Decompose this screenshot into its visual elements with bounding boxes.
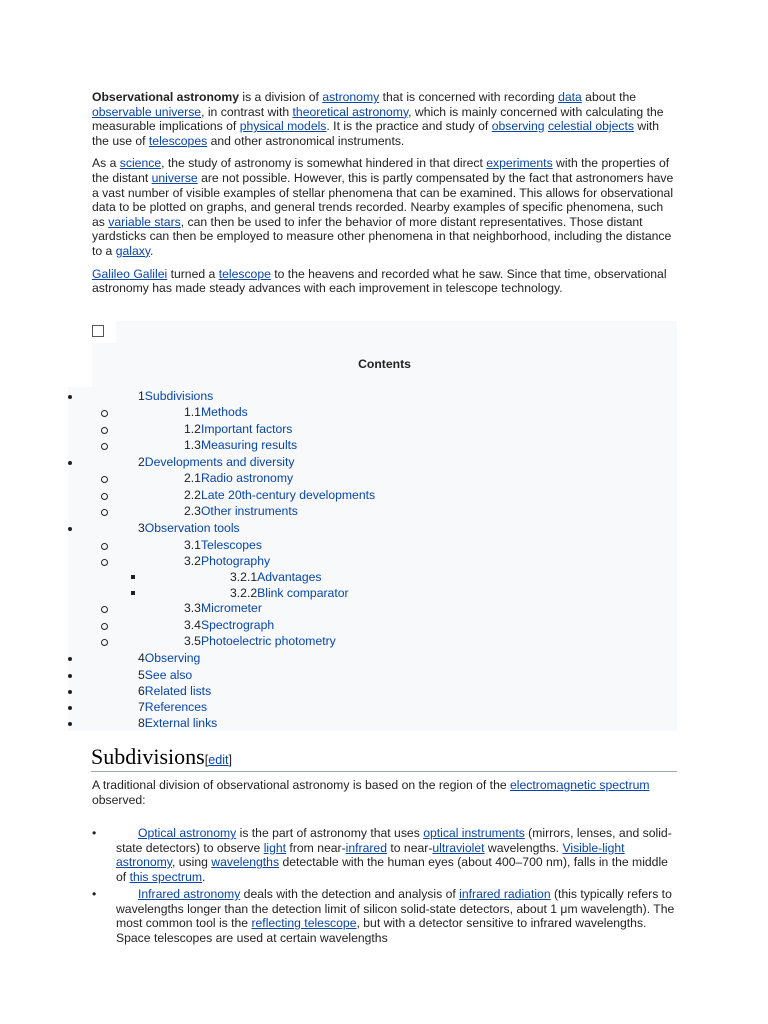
- link-theoretical-astronomy[interactable]: theoretical astronomy: [292, 104, 409, 119]
- toc-item-number: 3.2.2: [230, 586, 258, 600]
- section-lead: [92, 778, 678, 807]
- text: turned a: [167, 266, 219, 281]
- intro-paragraph-3: [92, 267, 678, 296]
- toc-item[interactable]: [138, 700, 207, 714]
- link-universe[interactable]: universe: [151, 170, 198, 185]
- toc-item[interactable]: [230, 586, 349, 600]
- toc-item-number: 1.1: [184, 405, 201, 419]
- toc-bullet-circle: [101, 639, 108, 646]
- toc-item-label[interactable]: Subdivisions: [144, 389, 214, 403]
- toc-item[interactable]: [184, 405, 248, 419]
- text: to the heavens and recorded what he saw. Since that time, observational astronomy has made steady advances with each improvement in telescope technology.: [92, 266, 667, 296]
- toc-item-label[interactable]: Spectrograph: [200, 618, 275, 632]
- text: . It is the practice and study of: [326, 119, 492, 134]
- link-science[interactable]: science: [119, 156, 162, 171]
- link-ultraviolet[interactable]: ultraviolet: [432, 840, 485, 855]
- toc-item-label[interactable]: Late 20th-century developments: [200, 488, 376, 502]
- toc-item[interactable]: [184, 488, 375, 502]
- toc-bullet-circle: [101, 427, 108, 434]
- list-item-infrared-astronomy: [92, 887, 678, 945]
- toc-item[interactable]: [184, 554, 270, 568]
- toc-bullet-disc: [68, 706, 72, 710]
- toc-bullet-disc: [68, 395, 72, 399]
- edit-section: [205, 753, 232, 767]
- toc-item-label[interactable]: Developments and diversity: [144, 455, 295, 469]
- text: , the study of astronomy is somewhat hindered in that direct: [161, 156, 487, 171]
- toc-item[interactable]: [138, 455, 295, 469]
- text: are not possible. However, this is partly compensated by the fact that astronomers have a vast number of visible examples of stellar phenomena that can be examined. This allows for observational data to be plotted on graphs, and general trends recorded. Nearby examples of specific phenomena, such as: [92, 170, 674, 229]
- link-this-spectrum[interactable]: this spectrum: [129, 869, 203, 884]
- toc-bullet-circle: [101, 493, 108, 500]
- toc-item-number: 3.1: [184, 538, 201, 552]
- toc-item-label[interactable]: See also: [144, 668, 193, 682]
- toc-item-label[interactable]: Micrometer: [200, 601, 262, 615]
- bullet: •: [92, 887, 97, 901]
- toc-item[interactable]: [138, 668, 192, 682]
- link-celestial-objects[interactable]: celestial objects: [547, 119, 634, 134]
- toc-bullet-disc: [68, 657, 72, 661]
- toc-item[interactable]: [184, 504, 298, 518]
- toc-bullet-circle: [101, 606, 108, 613]
- link-electromagnetic-spectrum[interactable]: electromagnetic spectrum: [510, 778, 650, 792]
- link-visible-light-astronomy[interactable]: Visible-light astronomy: [116, 840, 625, 870]
- toc-item-label[interactable]: Important factors: [200, 422, 293, 436]
- edit-bracket-open: [: [204, 753, 209, 767]
- toc-item-label[interactable]: Measuring results: [200, 438, 298, 452]
- heading-rule: [91, 771, 677, 772]
- toc-bullet-disc: [68, 674, 72, 678]
- toc-item-label[interactable]: Radio astronomy: [200, 471, 294, 485]
- toc-item[interactable]: [184, 634, 336, 648]
- link-infrared-radiation[interactable]: infrared radiation: [459, 887, 551, 901]
- intro-paragraph-2: [92, 156, 678, 258]
- intro-paragraph-1: [92, 90, 678, 148]
- link-telescope[interactable]: telescope: [218, 266, 271, 281]
- text: from near-: [286, 840, 346, 855]
- toc-box-left: [68, 387, 92, 731]
- toc-item[interactable]: [138, 651, 200, 665]
- toc-bullet-disc: [68, 527, 72, 531]
- toc-title: Contents: [358, 357, 411, 371]
- toc-bullet-circle: [101, 509, 108, 516]
- link-data[interactable]: data: [558, 90, 582, 104]
- text: detectable with the human eyes (about 400–700 nm), falls in the middle of: [116, 855, 668, 884]
- toc-item-label[interactable]: Observation tools: [144, 521, 240, 535]
- toc-bullet-circle: [101, 410, 108, 417]
- toc-bullet-circle: [101, 476, 108, 483]
- toc-item-number: 4: [138, 651, 145, 665]
- text: to near-: [386, 840, 433, 855]
- toc-item-label[interactable]: Other instruments: [200, 504, 298, 518]
- toc-item-label[interactable]: Photoelectric photometry: [200, 634, 336, 648]
- text: is the part of astronomy that uses: [236, 826, 424, 840]
- toc-item[interactable]: [230, 570, 321, 584]
- edit-bracket-close: ]: [228, 753, 233, 767]
- text: As a: [92, 156, 120, 171]
- toc-item-label[interactable]: Observing: [144, 651, 201, 665]
- text: .: [150, 243, 154, 258]
- toc-item-number: 8: [138, 716, 145, 730]
- toc-item-number: 5: [138, 668, 145, 682]
- link-physical-models[interactable]: physical models: [239, 119, 327, 134]
- link-infrared-astronomy[interactable]: Infrared astronomy: [138, 887, 241, 901]
- toc-item-number: 6: [138, 684, 145, 698]
- toc-item[interactable]: [184, 471, 293, 485]
- section-heading: [91, 744, 232, 770]
- toc-bullet-disc: [68, 461, 72, 465]
- toc-item-number: 1: [138, 389, 145, 403]
- link-variable-stars[interactable]: variable stars: [108, 214, 181, 229]
- toc-item-number: 3.2: [184, 554, 201, 568]
- text: wavelengths.: [484, 840, 563, 855]
- toc-toggle-checkbox[interactable]: [92, 325, 104, 337]
- text: deals with the detection and analysis of: [240, 887, 460, 901]
- toc-item-number: 2: [138, 455, 145, 469]
- text: that is concerned with recording: [379, 90, 559, 104]
- text: about the: [581, 90, 637, 104]
- toc-bullet-circle: [101, 443, 108, 450]
- toc-item-label[interactable]: Methods: [200, 405, 248, 419]
- link-light[interactable]: light: [263, 840, 287, 855]
- toc-bullet-square: [131, 591, 135, 595]
- text: .: [202, 869, 206, 884]
- toc-item[interactable]: [184, 618, 274, 632]
- text: (mirrors, lenses, and solid-state detectors) to observe: [116, 826, 672, 855]
- toc-item-number: 3.2.1: [230, 570, 258, 584]
- toc-item-number: 3.5: [184, 634, 201, 648]
- toc-item-number: 7: [138, 700, 145, 714]
- toc-item-label[interactable]: Photography: [200, 554, 271, 568]
- toc-item-number: 3.3: [184, 601, 201, 615]
- text: (this typically refers to wavelengths longer than the detection limit of silicon solid-state detectors, about 1 μm wavelength). The most common tool is the: [116, 887, 675, 931]
- toc-item-label[interactable]: External links: [144, 716, 218, 730]
- link-galaxy[interactable]: galaxy: [115, 243, 151, 258]
- text: with the properties of the distant: [92, 156, 670, 185]
- toc-item-label[interactable]: Advantages: [257, 570, 322, 584]
- link-infrared[interactable]: infrared: [345, 840, 387, 855]
- toc-item[interactable]: [138, 684, 211, 698]
- toc-item-number: 2.2: [184, 488, 201, 502]
- text: , but with a detector sensitive to infrared wavelengths. Space telescopes are used at certain wavelengths: [116, 916, 647, 945]
- toc-item-number: 2.1: [184, 471, 201, 485]
- link-optical-astronomy[interactable]: Optical astronomy: [138, 826, 237, 840]
- link-observable-universe[interactable]: observable universe: [92, 104, 202, 119]
- link-optical-instruments[interactable]: optical instruments: [423, 826, 525, 840]
- toc-bullet-circle: [101, 559, 108, 566]
- text: with the use of: [92, 119, 660, 148]
- list-item-optical-astronomy: [92, 826, 678, 884]
- bullet: •: [92, 826, 97, 840]
- toc-bullet-disc: [68, 690, 72, 694]
- toc-item[interactable]: [184, 422, 292, 436]
- toc-item[interactable]: [184, 538, 262, 552]
- toc-bullet-square: [131, 575, 135, 579]
- toc-bullet-disc: [68, 722, 72, 726]
- toc-item-number: 1.2: [184, 422, 201, 436]
- link-galileo-galilei[interactable]: Galileo Galilei: [92, 266, 168, 281]
- text: , in contrast with: [201, 104, 293, 119]
- toc-item-label[interactable]: References: [144, 700, 208, 714]
- toc-item[interactable]: [138, 716, 217, 730]
- link-observing[interactable]: observing: [491, 119, 545, 134]
- link-telescopes[interactable]: telescopes: [148, 133, 208, 148]
- toc-item[interactable]: [184, 601, 262, 615]
- text: is a division of: [238, 90, 323, 104]
- toc-item-number: 2.3: [184, 504, 201, 518]
- toc-item[interactable]: [138, 389, 213, 403]
- section-title: Subdivisions: [91, 744, 205, 769]
- toc-bullet-circle: [101, 623, 108, 630]
- edit-link[interactable]: edit: [208, 753, 229, 767]
- toc-item-label[interactable]: Telescopes: [200, 538, 262, 552]
- toc-bullet-circle: [101, 543, 108, 550]
- toc-item-number: 3: [138, 521, 145, 535]
- text: and other astronomical instruments.: [207, 133, 405, 148]
- toc-item-number: 3.4: [184, 618, 201, 632]
- link-experiments[interactable]: experiments: [486, 156, 553, 171]
- link-reflecting-telescope[interactable]: reflecting telescope: [251, 916, 357, 931]
- link-astronomy[interactable]: astronomy: [322, 90, 380, 104]
- toc-item-label[interactable]: Related lists: [144, 684, 212, 698]
- toc-item-number: 1.3: [184, 438, 201, 452]
- link-wavelengths[interactable]: wavelengths: [211, 855, 280, 870]
- term-bold: Observational astronomy: [92, 90, 239, 104]
- toc-item[interactable]: [138, 521, 240, 535]
- toc-item[interactable]: [184, 438, 297, 452]
- toc-item-label[interactable]: Blink comparator: [257, 586, 349, 600]
- article-intro: [92, 90, 678, 304]
- text: , which is mainly concerned with calculating the measurable implications of: [92, 104, 664, 134]
- text: observed:: [92, 792, 146, 807]
- text: A traditional division of observational astronomy is based on the region of the: [92, 778, 511, 792]
- text: , can then be used to infer the behavior of more distant representatives. Those distant yardsticks can then be employed to measure other phenomena in that neighborhood, including the distance to a: [92, 214, 672, 258]
- text: , using: [172, 855, 212, 870]
